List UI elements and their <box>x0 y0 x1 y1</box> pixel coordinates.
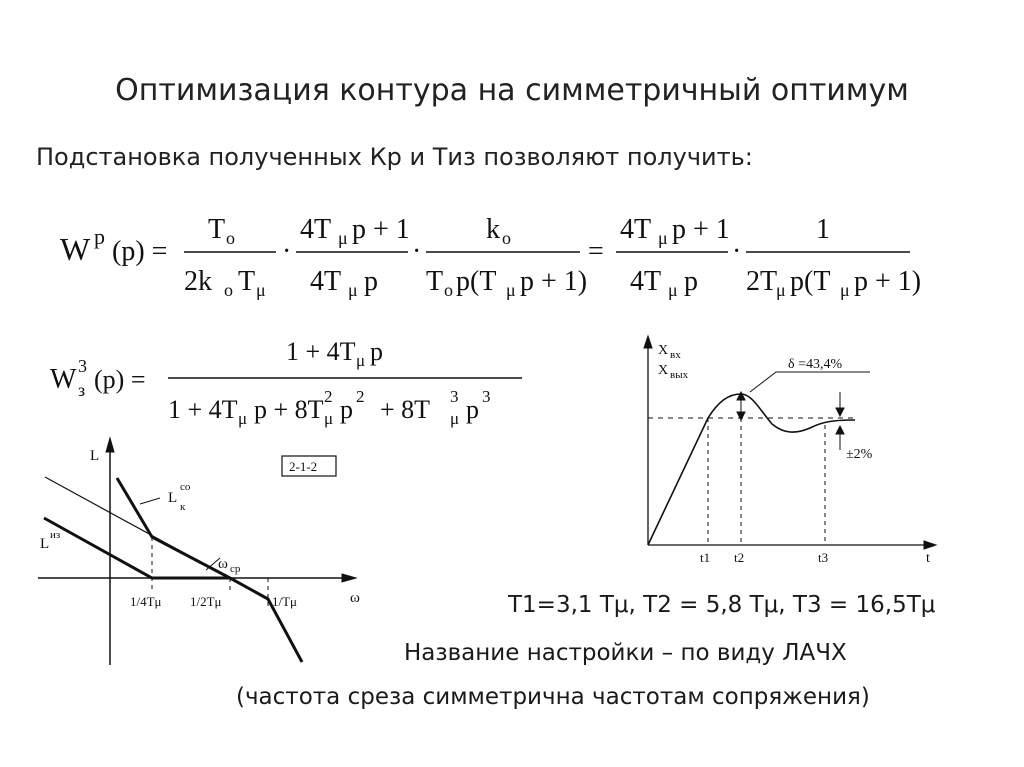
f1-frac4-den-b: p <box>684 266 698 297</box>
step-y-arrow <box>644 336 652 348</box>
lachx-lk-sub: к <box>180 501 186 513</box>
f1-dot1: · <box>282 236 292 267</box>
lachx-lk-leader <box>140 498 160 504</box>
f1-frac3-num: k <box>486 214 500 245</box>
f2-lhs-W: W <box>50 364 77 395</box>
lachx-diagram <box>20 430 380 670</box>
f2-num-sub: μ <box>356 351 366 370</box>
f1-frac2-den-sub: μ <box>348 280 358 300</box>
f2-den-sub1: μ <box>238 409 248 428</box>
step-y-label-2-sub: вых <box>670 369 689 381</box>
f1-frac2-num-sub: μ <box>338 228 348 248</box>
step-t2-label: t2 <box>734 550 745 565</box>
step-overshoot-arrow-down <box>737 412 745 420</box>
step-overshoot-arrow-up <box>737 392 745 400</box>
formula-1 <box>60 200 940 310</box>
f1-frac2-den-b: p <box>364 266 378 297</box>
f1-frac1-den-a: 2k <box>184 266 212 297</box>
step-response <box>600 330 960 570</box>
f2-den-e: p <box>466 395 479 424</box>
step-x-arrow <box>924 541 936 549</box>
f2-den-sub2: μ <box>324 409 334 428</box>
f1-frac3-den-a: T <box>426 266 444 297</box>
step-band-label: ±2% <box>846 447 873 462</box>
f1-frac5-den-b: p(T <box>790 266 831 297</box>
f1-dot3: · <box>732 236 742 267</box>
setting-name-line: Название настройки – по виду ЛАЧХ <box>404 640 847 666</box>
slide-subtitle: Подстановка полученных Кр и Тиз позволяют получить: <box>36 143 753 171</box>
f1-frac3-den-sub2: μ <box>506 280 516 300</box>
lachx-x-arrow <box>342 574 356 582</box>
f2-den-d: + 8T <box>380 395 431 424</box>
f2-den-c: p <box>340 395 353 424</box>
step-t3-label: t3 <box>818 550 829 565</box>
f2-lhs-sup: 3 <box>78 356 87 376</box>
lachx-tick-1: 1/4Tμ <box>130 594 162 609</box>
f1-frac4-num-b: p + 1 <box>672 214 730 245</box>
step-y-label-1: X <box>658 343 669 358</box>
f2-num-b: p <box>370 337 383 366</box>
f2-den-sub4: μ <box>450 409 460 428</box>
f1-frac1-num-sub: o <box>226 228 235 248</box>
step-y-label-1-sub: вх <box>670 349 681 361</box>
f2-den-sup4: 3 <box>450 387 459 406</box>
f1-equals: = <box>588 236 604 267</box>
f2-lhs-arg: (p) = <box>94 365 146 394</box>
step-t1-label: t1 <box>700 550 711 565</box>
lachx-omega-cp-sub: ср <box>230 563 241 575</box>
f1-frac3-den-c: p + 1) <box>520 266 588 297</box>
lachx-y-arrow <box>106 438 114 452</box>
f1-dot2: · <box>412 236 422 267</box>
f1-frac5-den-c: p + 1) <box>854 266 922 297</box>
lachx-liz-label: L <box>40 536 50 552</box>
f1-lhs-arg: (p) = <box>112 236 168 267</box>
f1-frac4-num-sub: μ <box>658 228 668 248</box>
lachx-lk-curve <box>117 478 302 662</box>
f1-frac4-num-a: 4T <box>620 214 652 245</box>
formula-2 <box>50 330 540 430</box>
step-band-arrowhead-bottom <box>836 426 844 434</box>
f1-lhs-sup: p <box>94 224 105 249</box>
lachx-tick-3: 1/Tμ <box>272 594 298 609</box>
f2-den-a: 1 + 4T <box>168 395 238 424</box>
f1-frac1-den-sub2: μ <box>256 280 266 300</box>
f1-frac5-den-a: 2T <box>746 266 778 297</box>
f2-den-sup3: 2 <box>356 387 365 406</box>
f1-frac3-den-b: p(T <box>456 266 497 297</box>
step-band-arrowhead-top <box>836 408 844 416</box>
f1-lhs-W: W <box>60 231 91 267</box>
step-y-label-2: X <box>658 363 669 378</box>
f2-lhs-sub: з <box>78 380 86 400</box>
lachx-liz-sup: из <box>50 529 61 541</box>
f1-frac5-den-sub2: μ <box>840 280 850 300</box>
cutoff-note-line: (частота среза симметрична частотам сопряжения) <box>236 684 870 710</box>
slide-title: Оптимизация контура на симметричный оптимум <box>115 73 909 108</box>
lachx-axis-y-label: L <box>90 448 100 464</box>
lachx-box-label: 2-1-2 <box>289 459 318 474</box>
lachx-axis-x-label: ω <box>350 590 360 606</box>
lachx-omega-cp: ω <box>218 556 228 572</box>
f2-den-b: p + 8T <box>254 395 324 424</box>
f2-den-sup2: 2 <box>324 387 333 406</box>
step-overshoot-leader <box>750 372 870 392</box>
step-response-curve <box>648 394 855 545</box>
f2-num-a: 1 + 4T <box>286 337 356 366</box>
f1-frac3-den-sub1: o <box>444 280 453 300</box>
f1-frac3-num-sub: o <box>502 228 511 248</box>
lachx-lk-label: L <box>168 490 178 506</box>
f1-frac1-den-sub1: o <box>224 280 233 300</box>
lachx-lk-sup: со <box>180 481 191 493</box>
f1-frac1-num: T <box>208 214 226 245</box>
f1-frac4-den-sub: μ <box>668 280 678 300</box>
f1-frac4-den-a: 4T <box>630 266 662 297</box>
time-constants-line: T1=3,1 Tμ, T2 = 5,8 Tμ, T3 = 16,5Tμ <box>508 592 936 618</box>
f1-frac5-den-sub1: μ <box>776 280 786 300</box>
f1-frac5-num: 1 <box>816 214 830 245</box>
step-overshoot-label: δ =43,4% <box>788 357 843 372</box>
f1-frac2-num-a: 4T <box>300 214 332 245</box>
f1-frac1-den-b: T <box>238 266 256 297</box>
f1-frac2-num-b: p + 1 <box>352 214 410 245</box>
lachx-tick-2: 1/2Tμ <box>190 594 222 609</box>
f1-frac2-den-a: 4T <box>310 266 342 297</box>
f2-den-sup5: 3 <box>482 387 491 406</box>
step-t-axis-label: t <box>926 551 930 566</box>
